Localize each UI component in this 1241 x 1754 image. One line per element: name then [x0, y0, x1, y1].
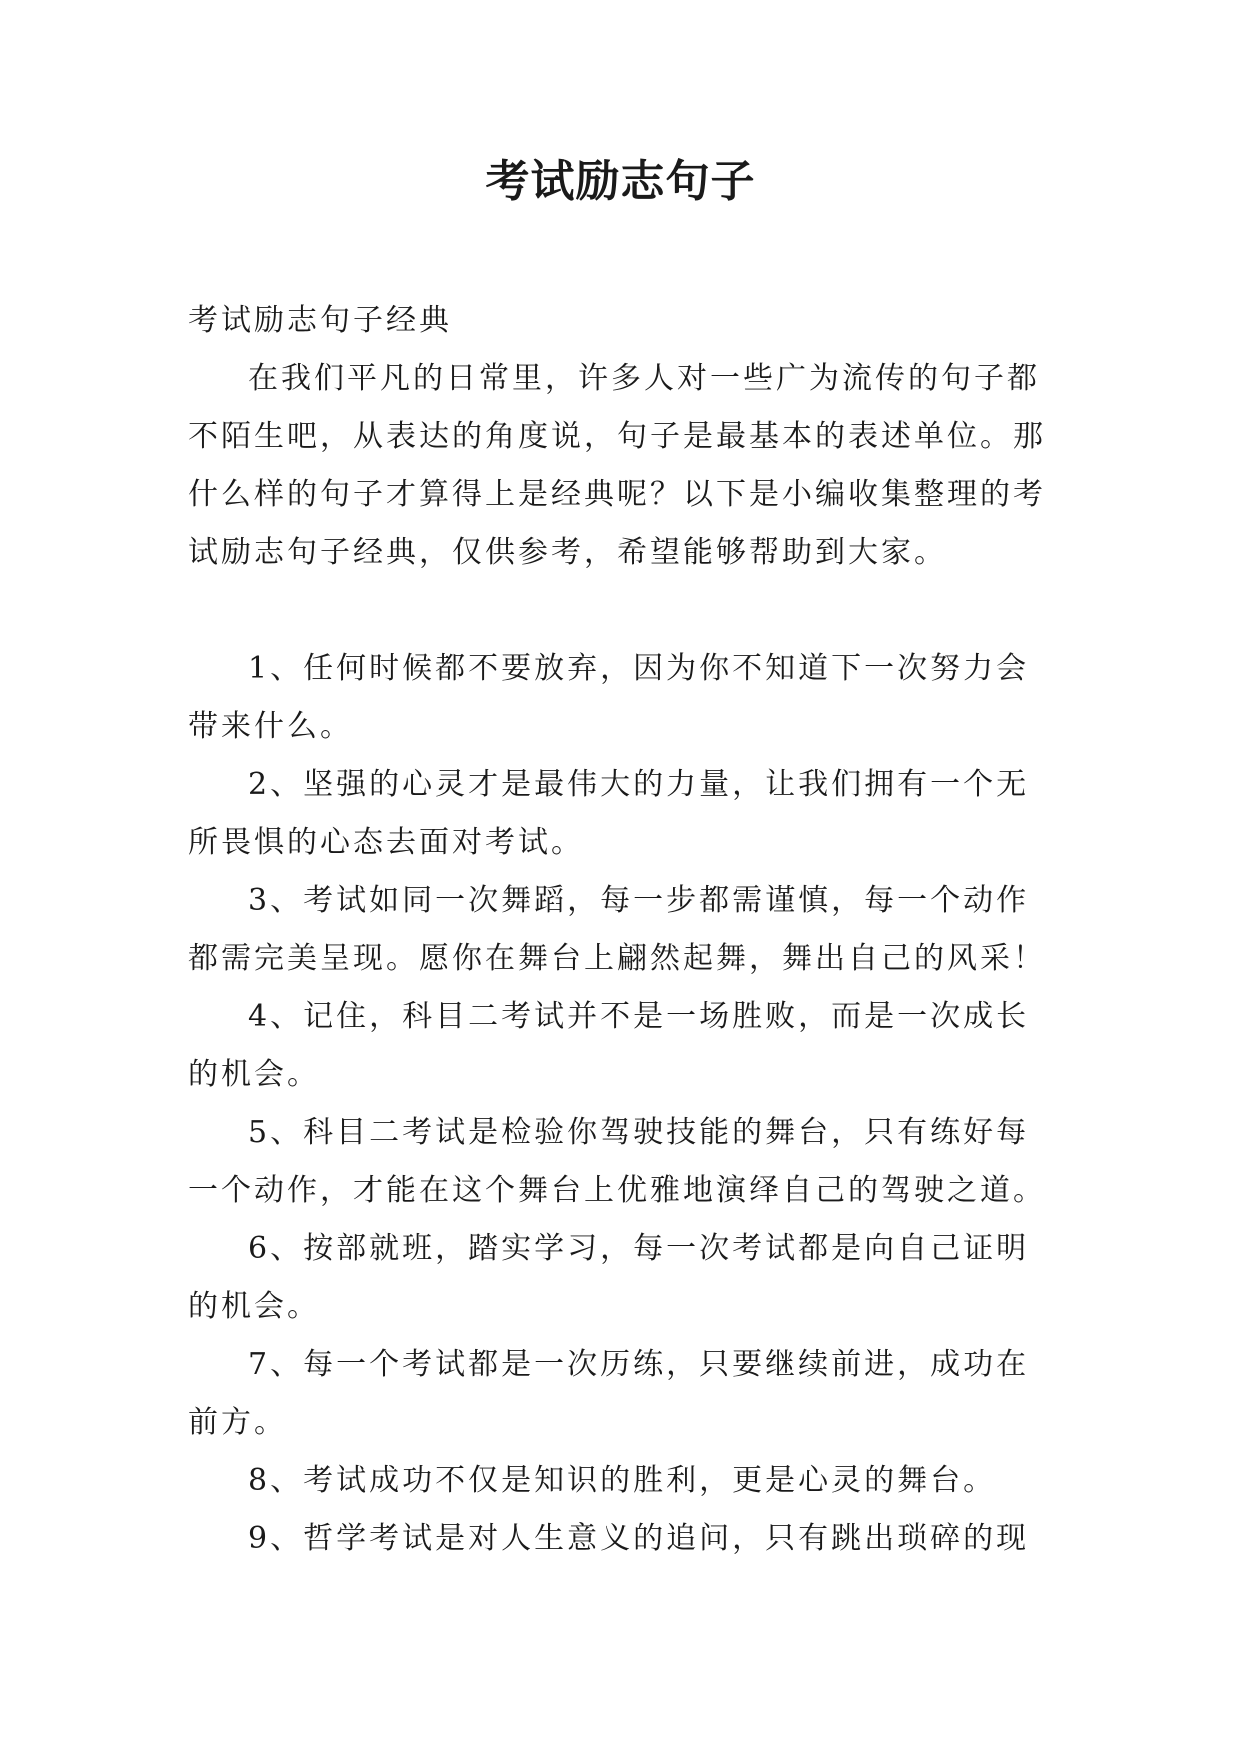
quote-item: 8、考试成功不仅是知识的胜利，更是心灵的舞台。: [248, 1463, 997, 1498]
quote-item: 5、科目二考试是检验你驾驶技能的舞台，只有练好每一个动作，才能在这个舞台上优雅地演绎自己的驾驶之道。: [188, 1115, 1046, 1208]
intro-paragraph: 在我们平凡的日常里，许多人对一些广为流传的句子都不陌生吧，从表达的角度说，句子是最基本的表述单位。那什么样的句子才算得上是经典呢？以下是小编收集整理的考试励志句子经典，仅供参考，希望能够帮助到大家。: [188, 361, 1046, 570]
quote-item: 2、坚强的心灵才是最伟大的力量，让我们拥有一个无所畏惧的心态去面对考试。: [188, 767, 1030, 860]
quote-list: [188, 640, 1048, 1568]
section-subtitle: 考试励志句子经典: [188, 303, 452, 338]
paragraph-spacer: [188, 582, 1048, 640]
document-body: [188, 292, 1048, 1568]
quote-item: 4、记住，科目二考试并不是一场胜败，而是一次成长的机会。: [188, 999, 1030, 1092]
quote-item: 7、每一个考试都是一次历练，只要继续前进，成功在前方。: [188, 1347, 1030, 1440]
document-title: 考试励志句子: [485, 156, 756, 207]
quote-item: 3、考试如同一次舞蹈，每一步都需谨慎，每一个动作都需完美呈现。愿你在舞台上翩然起舞，舞出自己的风采！: [188, 883, 1046, 976]
quote-item: 6、按部就班，踏实学习，每一次考试都是向自己证明的机会。: [188, 1231, 1030, 1324]
quote-item: 1、任何时候都不要放弃，因为你不知道下一次努力会带来什么。: [188, 651, 1030, 744]
quote-item: 9、哲学考试是对人生意义的追问，只有跳出琐碎的现: [248, 1521, 1030, 1556]
